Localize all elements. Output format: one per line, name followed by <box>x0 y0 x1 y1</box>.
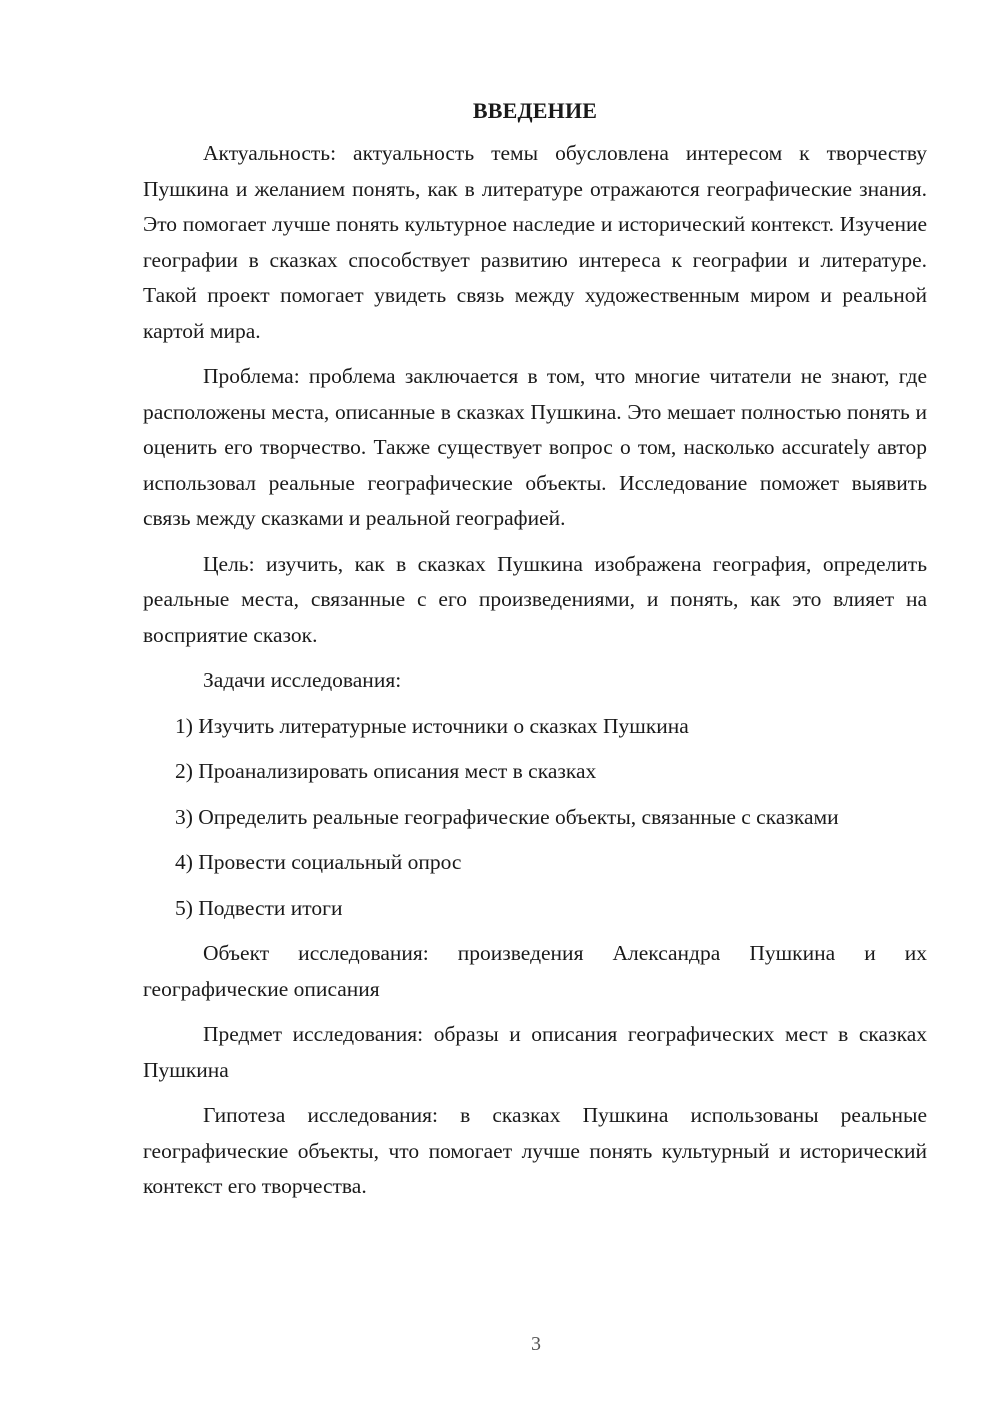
section-title: ВВЕДЕНИЕ <box>472 98 598 123</box>
paragraph-subject: Предмет исследования: образы и описания географических мест в сказках Пушкина <box>143 1022 927 1082</box>
tasks-heading: Задачи исследования: <box>203 668 402 692</box>
list-item: 3) Определить реальные географические объекты, связанные с сказками <box>175 804 839 829</box>
list-item: 1) Изучить литературные источники о сказках Пушкина <box>175 713 689 738</box>
page-number: 3 <box>531 1333 541 1355</box>
list-item: 2) Проанализировать описания мест в сказках <box>175 759 597 783</box>
paragraph-problem: Проблема: проблема заключается в том, что многие читатели не знают, где расположены места, описанные в сказках Пушкина. Это мешает полностью понять и оценить его творчество. Также существует вопрос о том, насколько accurately автор использовал реальные географические объекты. Исследование поможет выявить связь между сказками и реальной географией. <box>143 364 927 530</box>
list-item: 4) Провести социальный опрос <box>175 850 462 874</box>
paragraph-relevance: Актуальность: актуальность темы обусловлена интересом к творчеству Пушкина и желанием понять, как в литературе отражаются географические знания. Это помогает лучше понять культурное наследие и исторический контекст. Изучение географии в сказках способствует развитию интереса к географии и литературе. Такой проект помогает увидеть связь между художественным миром и реальной картой мира. <box>143 141 927 343</box>
tasks-list <box>143 709 927 927</box>
paragraph-object: Объект исследования: произведения Александра Пушкина и их географические описания <box>143 941 927 1001</box>
list-item: 5) Подвести итоги <box>175 895 343 920</box>
paragraph-goal: Цель: изучить, как в сказках Пушкина изображена география, определить реальные места, связанные с его произведениями, и понять, как это влияет на восприятие сказок. <box>143 551 927 647</box>
document-page <box>143 96 927 1215</box>
paragraph-hypothesis: Гипотеза исследования: в сказках Пушкина использованы реальные географические объекты, что помогает лучше понять культурный и исторический контекст его творчества. <box>143 1103 927 1198</box>
